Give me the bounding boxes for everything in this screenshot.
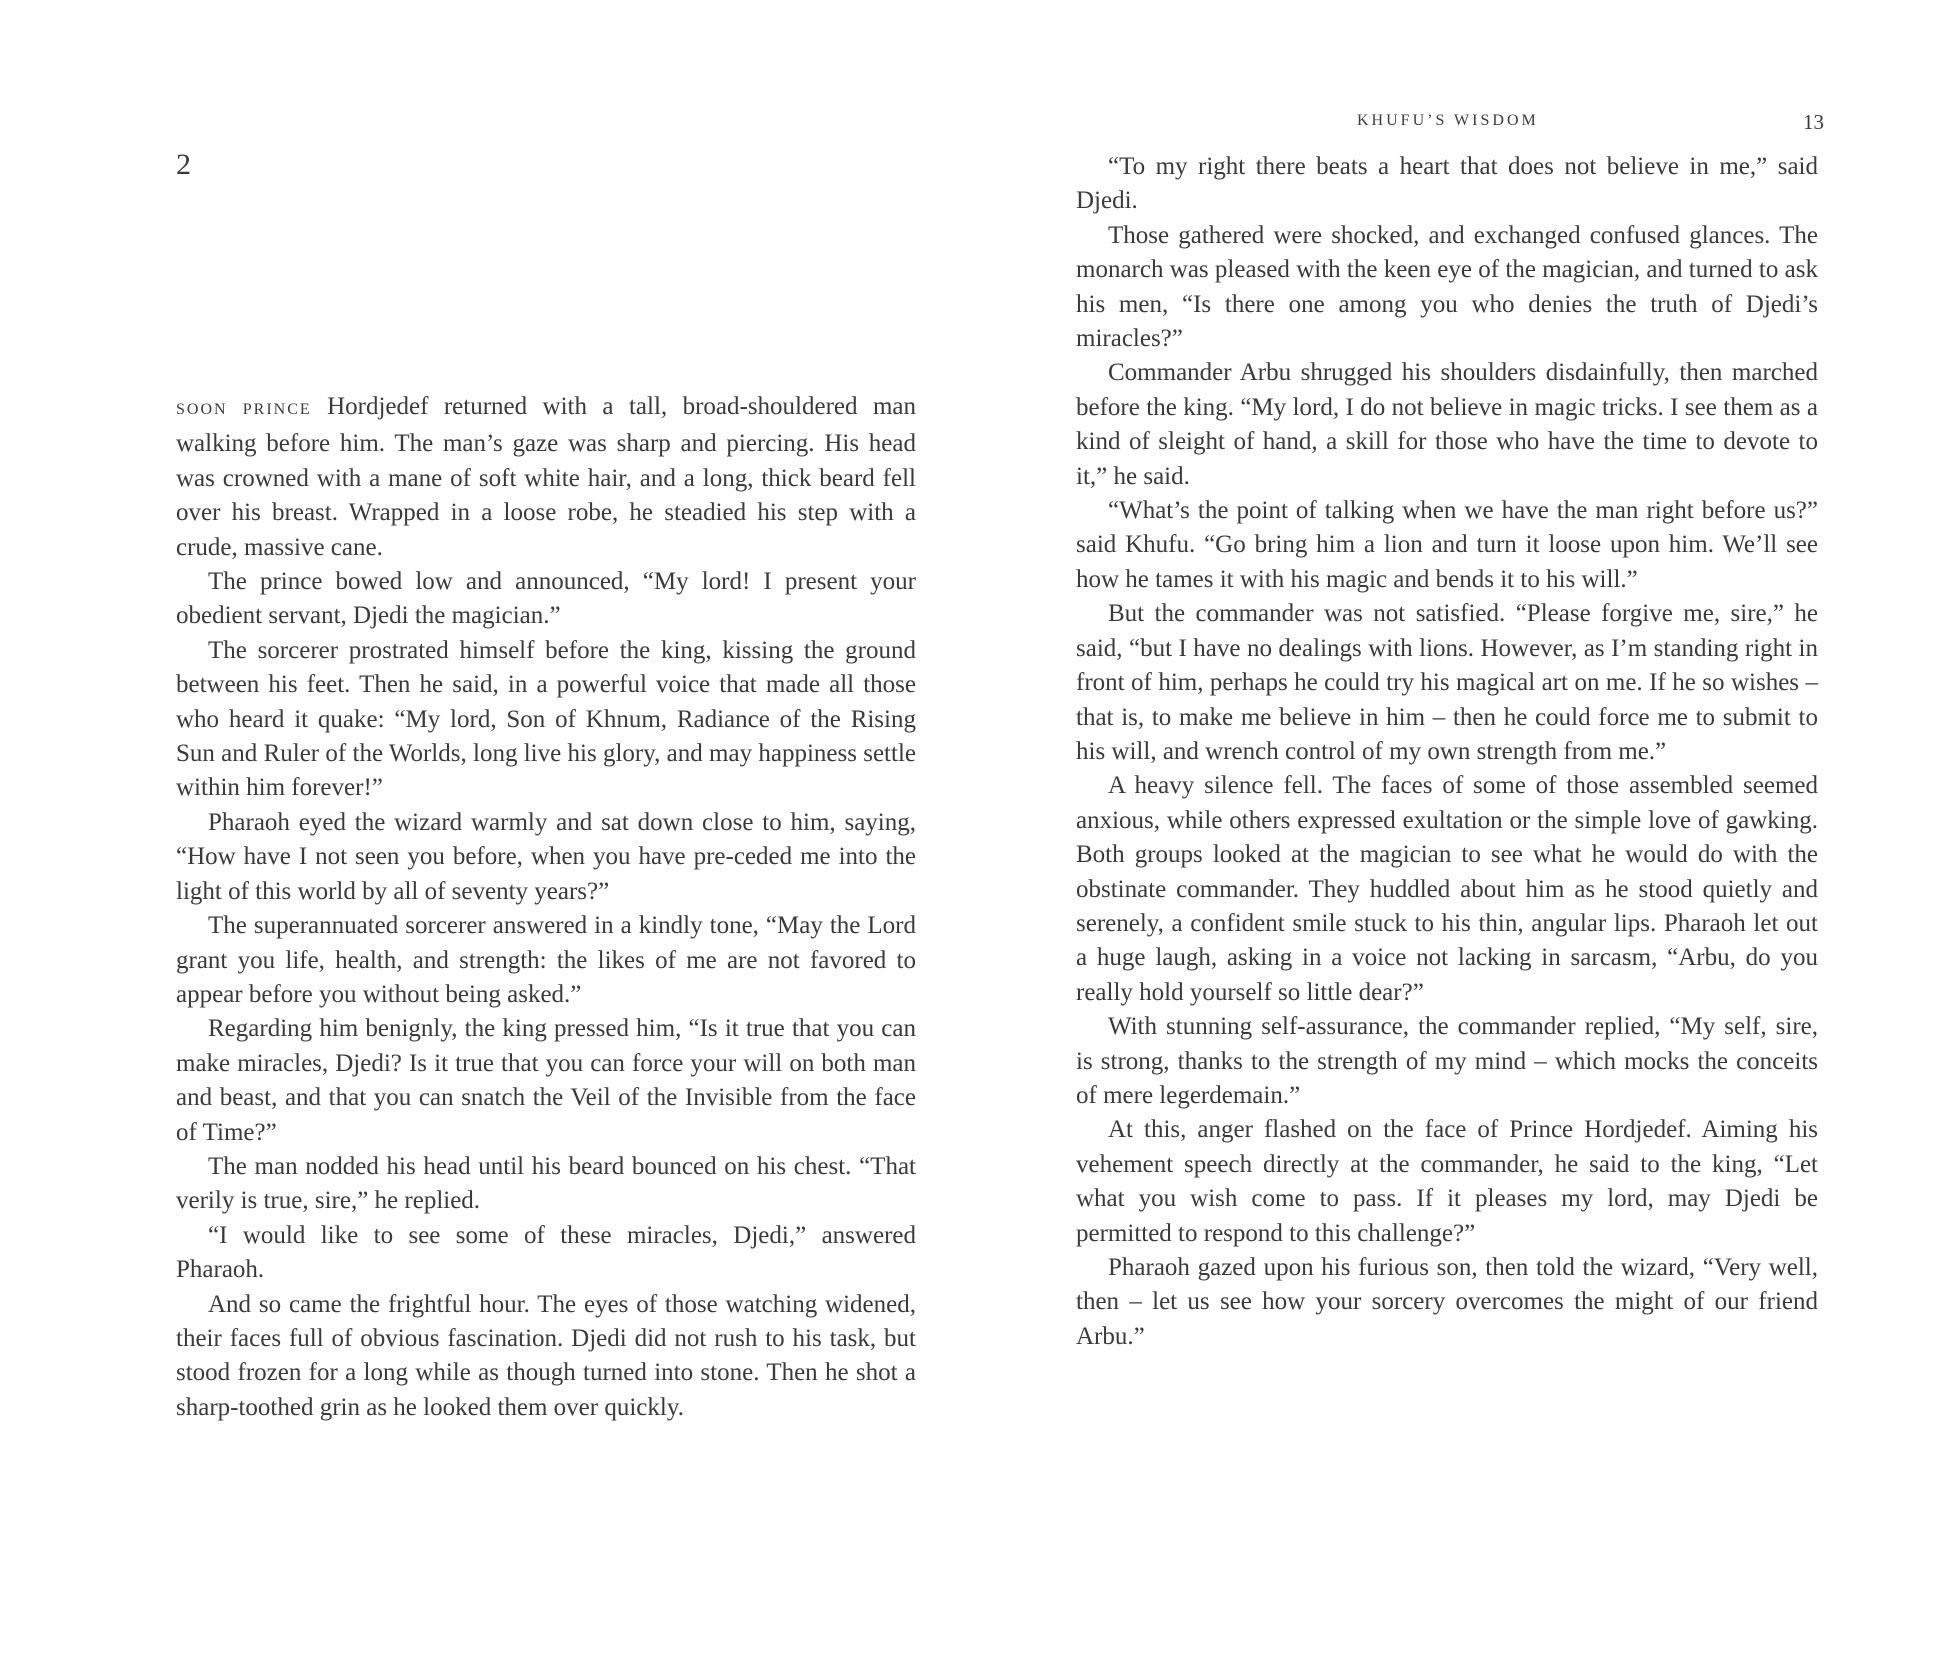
paragraph: The sorcerer prostrated himself before the king, kissing the ground between his feet. Then he said, in a powerful voice that made all those who heard it quake: “My lord, Son of Khnum, Radiance of the Rising Sun and Ruler of the Worlds, long live his glory, and may happiness settle within him forever!”	[176, 636, 916, 802]
opening-text: Hordjedef returned with a tall, broad-shouldered man walking before him. The man’s gaze was sharp and piercing. His head was crowned with a mane of soft white hair, and a long, thick beard fell over his breast. Wrapped in a loose robe, he steadied his step with a crude, massive cane.	[176, 393, 916, 561]
paragraph: The prince bowed low and announced, “My lord! I present your obedient servant, Djedi the magician.”	[176, 568, 916, 630]
paragraph: Pharaoh gazed upon his furious son, then told the wizard, “Very well, then – let us see how your sorcery overcomes the might of our friend Arbu.”	[1076, 1254, 1818, 1350]
paragraph: And so came the frightful hour. The eyes of those watching widened, their faces full of obvious fascination. Djedi did not rush to his task, but stood frozen for a long while as though turned into stone. Then he shot a sharp-toothed grin as he looked them over quickly.	[176, 1290, 916, 1421]
running-head: KHUFU’S WISDOM	[1357, 112, 1539, 129]
paragraph: Pharaoh eyed the wizard warmly and sat down close to him, saying, “How have I not seen you before, when you have pre-ceded me into the light of this world by all of seventy years?”	[176, 808, 916, 905]
paragraph: Commander Arbu shrugged his shoulders disdainfully, then marched before the king. “My lord, I do not believe in magic tricks. I see them as a kind of sleight of hand, a skill for those who have the time to devote to it,” he said.	[1076, 359, 1818, 490]
paragraph: “I would like to see some of these miracles, Djedi,” answered Pharaoh.	[176, 1221, 916, 1284]
paragraph: Those gathered were shocked, and exchanged confused glances. The monarch was pleased with the keen eye of the magician, and turned to ask his men, “Is there one among you who denies the truth of Djedi’s miracles?”	[1076, 221, 1818, 353]
paragraph: But the commander was not satisfied. “Please forgive me, sire,” he said, “but I have no dealings with lions. However, as I’m standing right in front of him, perhaps he could try his magical art on me. If he so wishes – that is, to make me believe in him – then he could force me to submit to his will, and wrench control of my own strength from me.”	[1076, 600, 1818, 765]
paragraph: At this, anger flashed on the face of Prince Hordjedef. Aiming his vehement speech directly at the commander, he said to the king, “Let what you wish come to pass. If it pleases my lord, may Djedi be permitted to respond to this challenge?”	[1076, 1116, 1818, 1247]
left-page-text	[176, 390, 916, 1425]
paragraph: The man nodded his head until his beard bounced on his chest. “That verily is true, sire,” he replied.	[176, 1152, 916, 1215]
chapter-number: 2	[176, 148, 191, 181]
paragraph: A heavy silence fell. The faces of some of those assembled seemed anxious, while others expressed exultation or the simple love of gawking. Both groups looked at the magician to see what he would do with the obstinate commander. They huddled about him as he stood quietly and serenely, a confident smile stuck to his thin, angular lips. Pharaoh let out a huge laugh, asking in a voice not lacking in sarcasm, “Arbu, do you really hold yourself so little dear?”	[1076, 772, 1818, 1006]
right-page-text	[1076, 150, 1818, 1354]
opening-paragraph	[176, 390, 916, 565]
paragraph: With stunning self-assurance, the commander replied, “My self, sire, is strong, thanks to the strength of my mind – which mocks the conceits of mere legerdemain.”	[1076, 1013, 1818, 1109]
paragraph: “What’s the point of talking when we have the man right before us?” said Khufu. “Go bring him a lion and turn it loose upon him. We’ll see how he tames it with his magic and bends it to his will.”	[1076, 497, 1818, 593]
right-page	[977, 0, 1954, 1664]
paragraph: “To my right there beats a heart that does not believe in me,” said Djedi.	[1076, 153, 1818, 215]
opening-smallcaps: SOON PRINCE	[176, 401, 312, 418]
paragraph: The superannuated sorcerer answered in a kindly tone, “May the Lord grant you life, health, and strength: the likes of me are not favored to appear before you without being asked.”	[176, 912, 916, 1008]
page-number: 13	[1803, 110, 1824, 134]
paragraph: Regarding him benignly, the king pressed him, “Is it true that you can make miracles, Djedi? Is it true that you can force your will on both man and beast, and that you can snatch the Veil of the Invisible from the face of Time?”	[176, 1015, 916, 1146]
